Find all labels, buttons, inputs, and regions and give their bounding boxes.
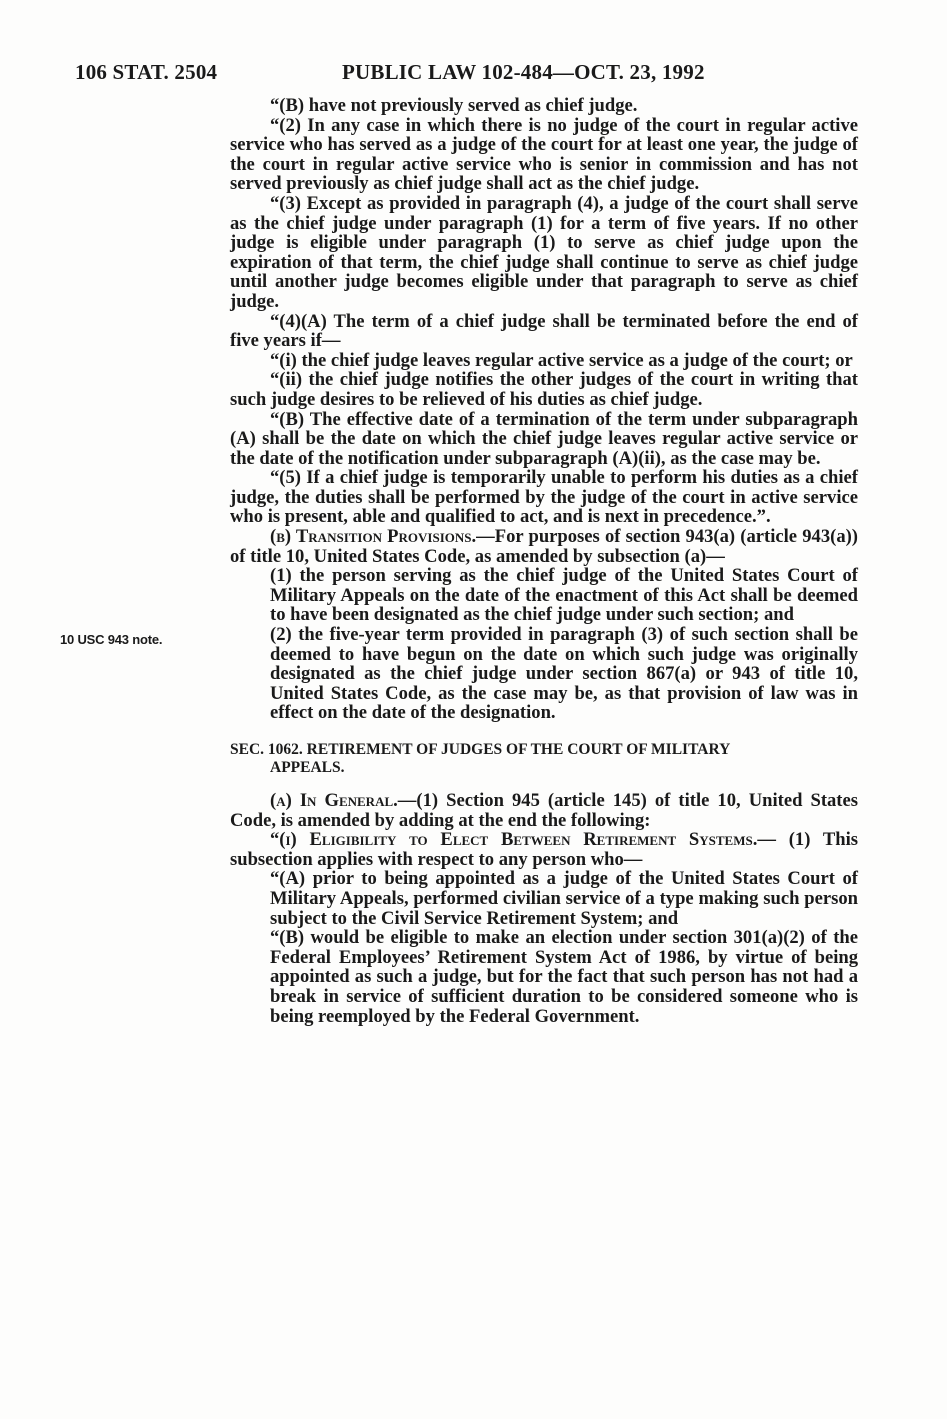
section-i-A: “(A) prior to being appointed as a judge of the United States Court of Military Appeals, performed civilian service of a type making such person subject to the Civil Service Retirement System; and xyxy=(270,868,858,929)
section-i-body: — (1) This subsection applies with respect to any person who— xyxy=(230,829,858,870)
paragraph-4A-i: “(i) the chief judge leaves regular active service as a judge of the court; or xyxy=(270,349,853,371)
paragraph-4A-ii: “(ii) the chief judge notifies the other judges of the court in writing that such judge desires to be relieved of his duties as chief judge. xyxy=(230,369,858,410)
paragraph-2: “(2) In any case in which there is no judge of the court in regular active service who has served as a judge of the court for at least one year, the judge of the court in regular active service who is senior in commission and has not served previously as chief judge shall act as the chief judge. xyxy=(230,114,858,195)
section-a-body: —(1) Section 945 (article 145) of title 10, United States Code, is amended by adding at the end the following: xyxy=(230,790,858,831)
section-title-line2: APPEALS. xyxy=(270,759,345,776)
paragraph-b-2: (2) the five-year term provided in paragraph (3) of such section shall be deemed to have begun on the date on which such judge was originally designated as the chief judge under section 867(a) or 943 of title 10, United States Code, as the case may be, as that provision of law was in effect on the date of the designation. xyxy=(270,624,858,724)
paragraph-5: “(5) If a chief judge is temporarily unable to perform his duties as a chief judge, the duties shall be performed by the judge of the court in active service who is present, able and qualified to act, and is next in precedence.”. xyxy=(230,467,858,528)
paragraph-4A: “(4)(A) The term of a chief judge shall be terminated before the end of five years if— xyxy=(230,310,858,352)
paragraph-4B: “(B) The effective date of a termination of the term under subparagraph (A) shall be the date on which the chief judge leaves regular active service or the date of the notification under subparagraph (A)(ii), as the case may be. xyxy=(230,408,858,469)
page-header xyxy=(75,60,895,90)
paragraph-3: “(3) Except as provided in paragraph (4), a judge of the court shall serve as the chief judge under paragraph (1) for a term of five years. If no other judge is eligible under paragraph (1) to serve as chief judge upon the expiration of that term, the chief judge shall continue to serve as chief judge until another judge becomes eligible under that paragraph to serve as chief judge. xyxy=(230,192,858,312)
paragraph-b xyxy=(230,527,858,566)
paragraph-1B: “(B) have not previously served as chief judge. xyxy=(270,95,638,116)
section-heading xyxy=(230,741,858,777)
paragraph-b-heading: (b) Transition Provisions. xyxy=(270,526,477,548)
paragraph-b-1: (1) the person serving as the chief judge of the United States Court of Military Appeals on the date of the enactment of this Act shall be deemed to have been designated as the chief judge under such section; and xyxy=(270,565,858,626)
section-a-heading: (a) In General. xyxy=(270,790,398,811)
section-i-B: “(B) would be eligible to make an election under section 301(a)(2) of the Federal Employees’ Retirement System Act of 1986, by virtue of being appointed as such a judge, but for the fact that such person has not had a break in service of sufficient duration to be considered someone who is being reemployed by the Federal Government. xyxy=(270,927,858,1027)
body-text xyxy=(230,96,858,1026)
law-title: PUBLIC LAW 102-484—OCT. 23, 1992 xyxy=(342,60,705,84)
margin-note: 10 USC 943 note. xyxy=(60,632,163,647)
section-a xyxy=(230,791,858,830)
section-i-heading: “(i) Eligibility to Elect Between Retirement Systems. xyxy=(270,829,758,851)
section-i xyxy=(230,830,858,869)
paragraph-b-body: —For purposes of section 943(a) (article 943(a)) of title 10, United States Code, as amended by subsection (a)— xyxy=(230,526,859,567)
section-number: SEC. 1062. xyxy=(230,741,303,758)
section-title-line1: RETIREMENT OF JUDGES OF THE COURT OF MILITARY xyxy=(306,741,731,758)
stat-page-number: 106 STAT. 2504 xyxy=(75,60,218,84)
